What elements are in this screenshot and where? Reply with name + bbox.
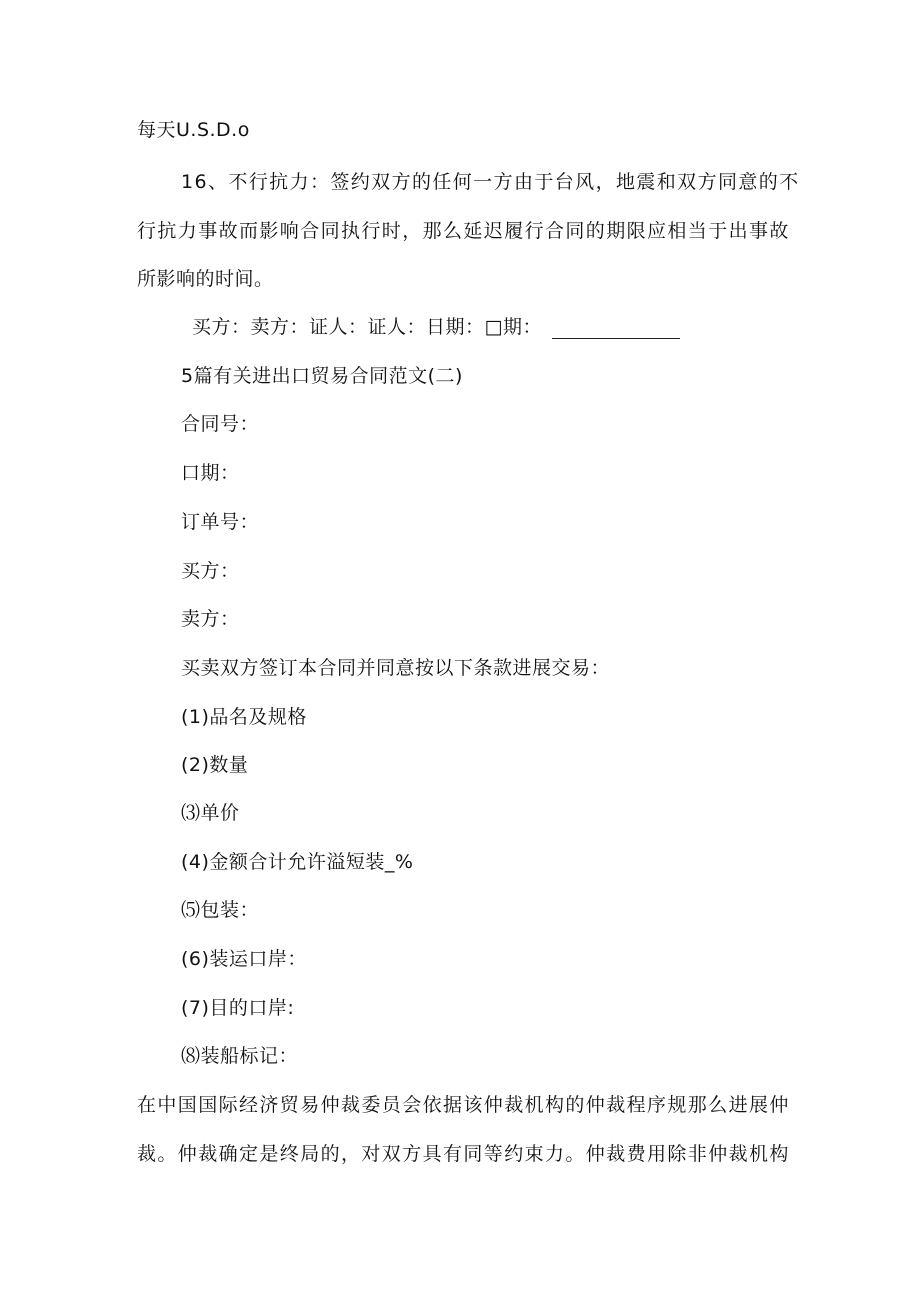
clause-16-line-1: 16、不行抗力：签约双方的任何一方由于台风，地震和双方同意的不 bbox=[181, 171, 800, 193]
field-seller: 卖方： bbox=[181, 608, 240, 630]
term-item-4: (4)金额合计允许溢短装_% bbox=[181, 851, 414, 873]
blank-underline bbox=[552, 320, 680, 339]
term-item-8: ⑻装船标记： bbox=[181, 1045, 299, 1067]
signature-line bbox=[192, 315, 680, 339]
clause-16-line-3: 所影响的时间。 bbox=[137, 268, 274, 290]
text-line: 每天U.S.D.o bbox=[137, 119, 250, 141]
term-item-6: (6)装运口岸： bbox=[181, 948, 307, 970]
signature-labels: 买方：卖方：证人：证人：日期：□期： bbox=[192, 316, 542, 338]
term-item-1: (1)品名及规格 bbox=[181, 706, 307, 728]
term-item-5: ⑸包装： bbox=[181, 899, 260, 921]
term-item-3: ⑶单价 bbox=[181, 802, 240, 824]
field-order-no: 订单号： bbox=[181, 511, 260, 533]
field-contract-no: 合同号： bbox=[181, 413, 260, 435]
term-item-2: (2)数量 bbox=[181, 754, 249, 776]
arbitration-line-1: 在中国国际经济贸易仲裁委员会依据该仲裁机构的仲裁程序规那么进展仲 bbox=[137, 1094, 790, 1116]
agreement-intro: 买卖双方签订本合同并同意按以下条款进展交易： bbox=[181, 657, 611, 679]
clause-16-line-2: 行抗力事故而影响合同执行时，那么延迟履行合同的期限应相当于出事故 bbox=[137, 220, 790, 242]
arbitration-line-2: 裁。仲裁确定是终局的，对双方具有同等约束力。仲裁费用除非仲裁机构 bbox=[137, 1143, 790, 1165]
term-item-7: (7)目的口岸: bbox=[181, 997, 295, 1019]
section-title: 5篇有关进出口贸易合同范文(二) bbox=[181, 365, 463, 387]
field-buyer: 买方： bbox=[181, 560, 240, 582]
field-date: 口期： bbox=[181, 462, 240, 484]
